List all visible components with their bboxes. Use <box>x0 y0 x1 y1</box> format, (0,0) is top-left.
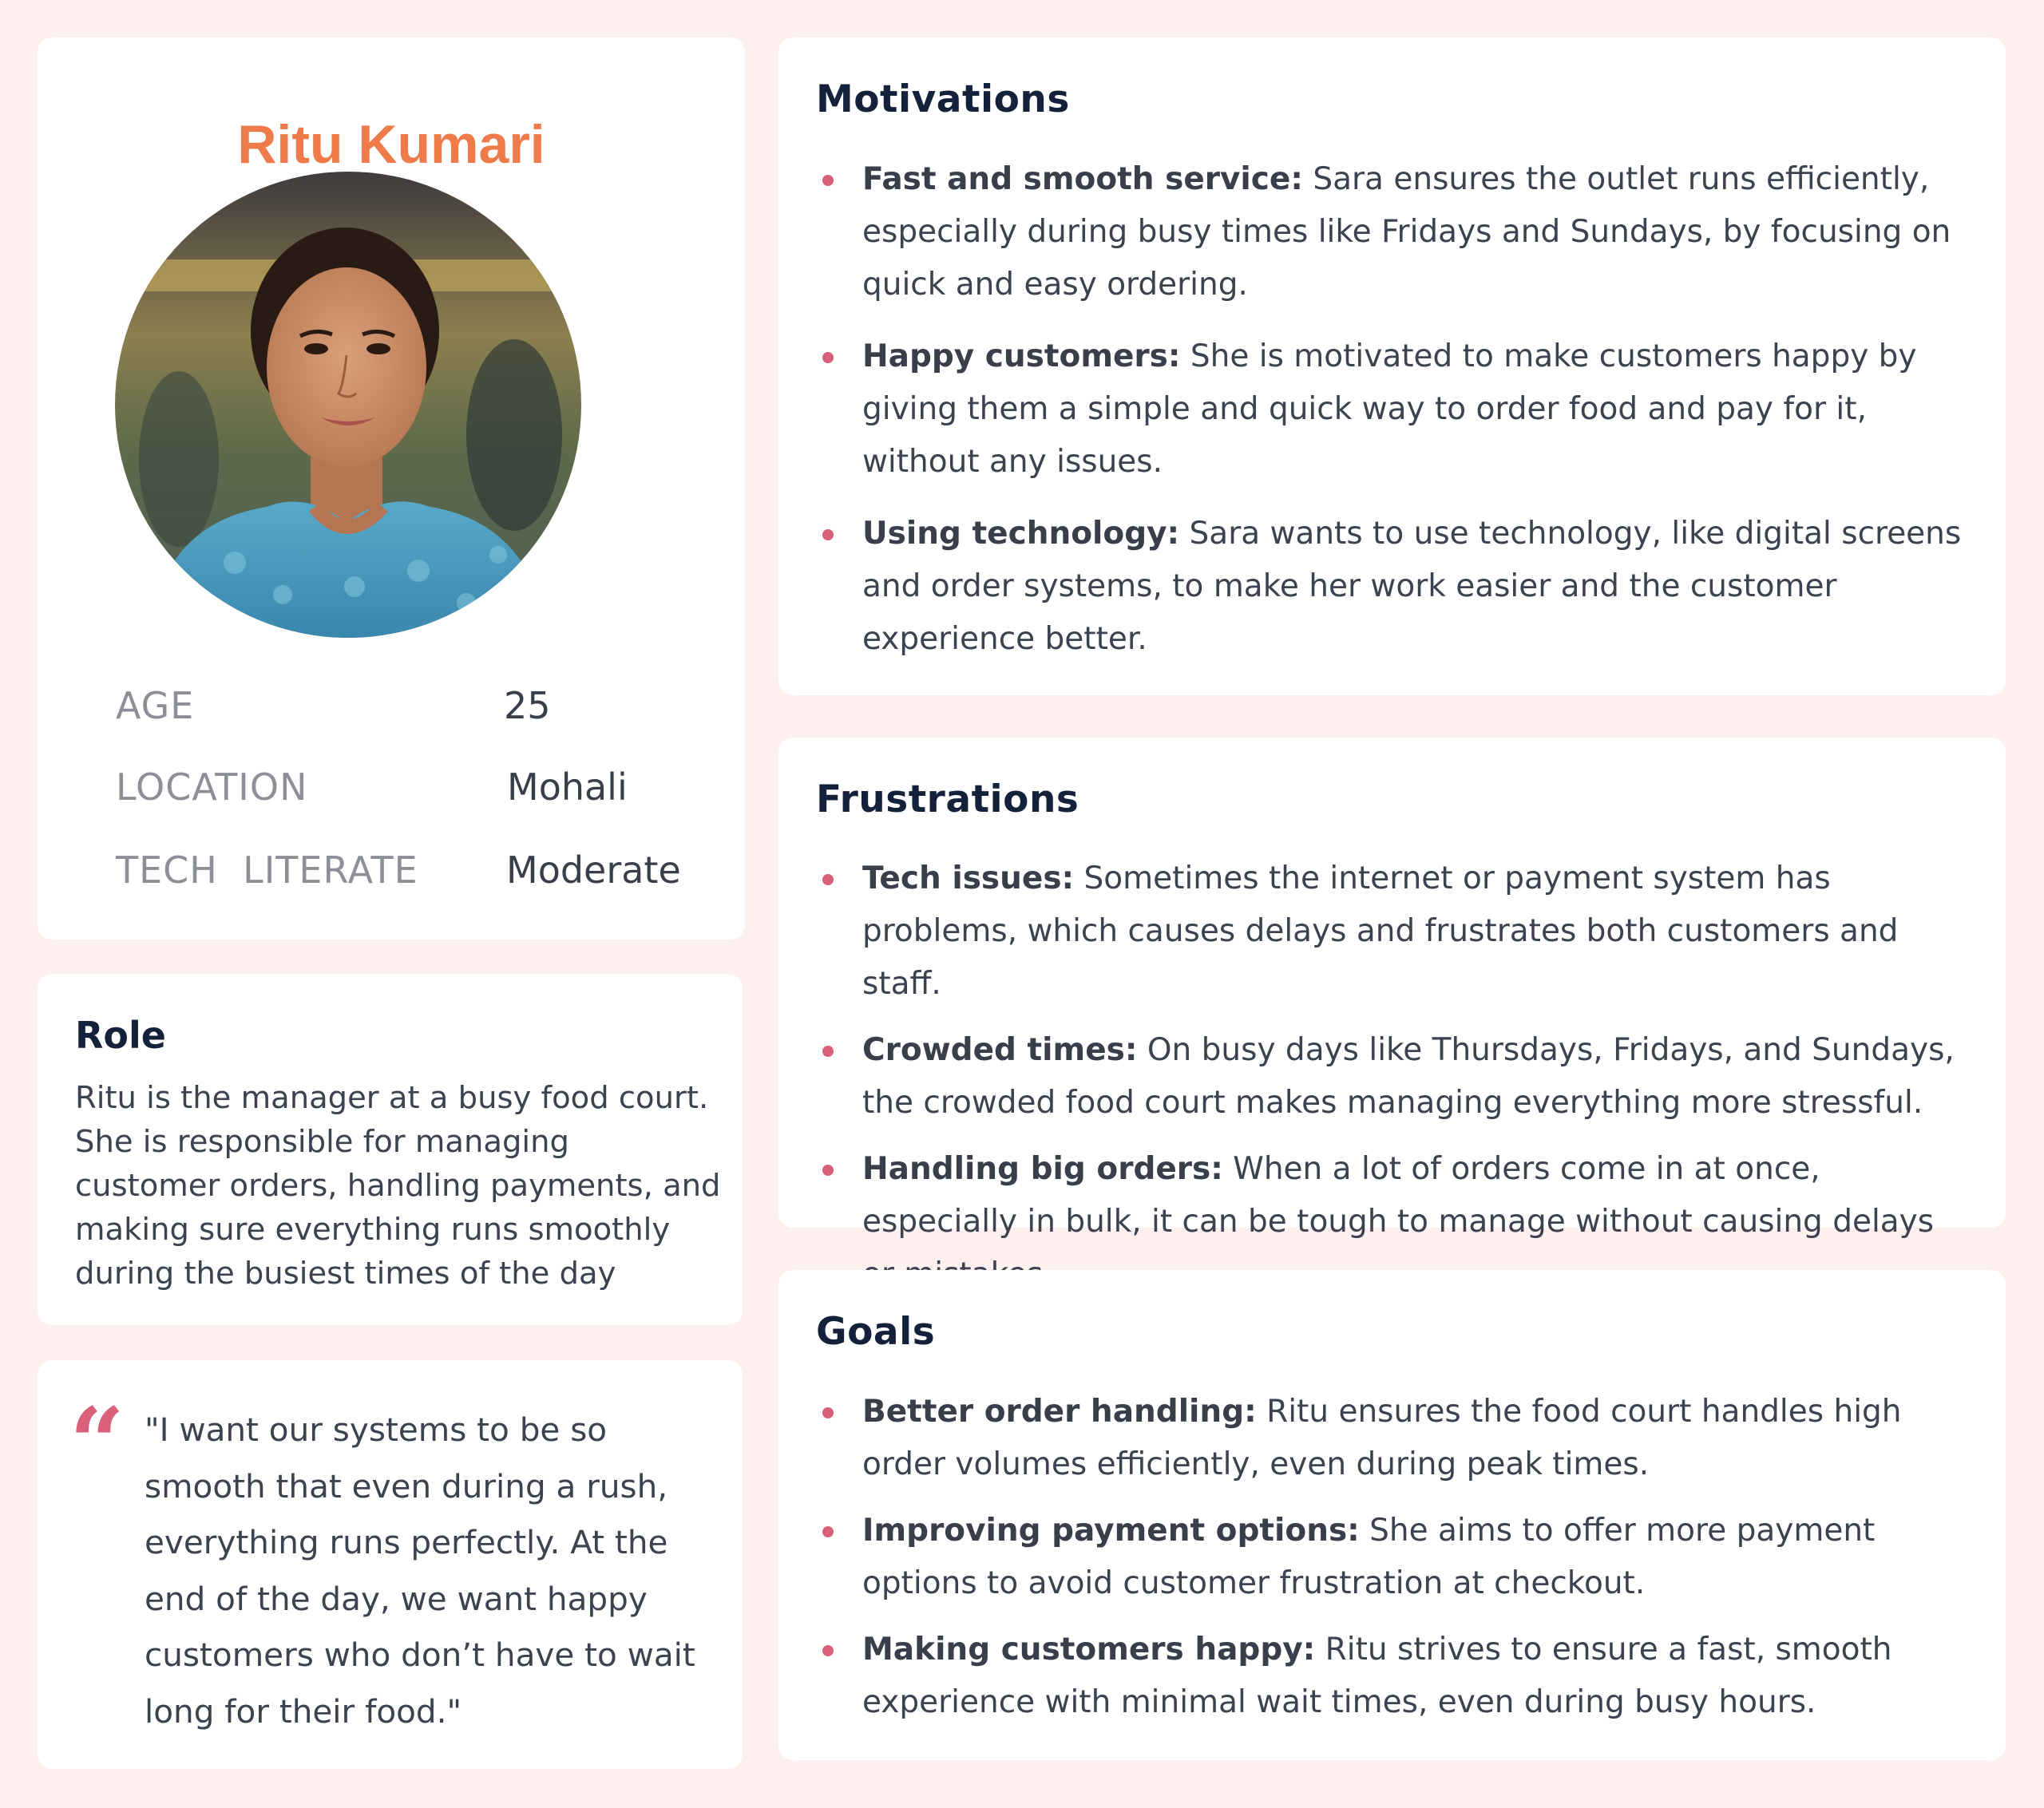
item-term: Improving payment options: <box>862 1513 1360 1549</box>
list-item <box>816 1505 1966 1610</box>
goals-card <box>778 1270 2006 1760</box>
bullet-icon <box>822 352 834 363</box>
frustrations-list <box>816 853 1966 1315</box>
profile-card <box>38 38 745 940</box>
item-text: Sara ensures the outlet runs efficiently, especially during busy times like Fridays and Sundays, by focusing on quick and easy ordering. <box>862 161 1951 303</box>
item-text: She is motivated to make customers happy by giving them a simple and quick way to order food and pay for it, without any issues. <box>862 338 1917 480</box>
fact-label: TECH LITERATE <box>116 849 418 892</box>
list-item <box>816 153 1966 311</box>
quote-card <box>38 1360 743 1769</box>
list-item <box>816 1024 1966 1130</box>
goals-title: Goals <box>816 1310 936 1354</box>
role-title: Role <box>75 1014 166 1057</box>
item-text: Ritu strives to ensure a fast, smooth experience with minimal wait times, even during busy hours. <box>862 1632 1892 1720</box>
item-term: Better order handling: <box>862 1394 1257 1430</box>
fact-value: 25 <box>504 684 551 727</box>
avatar-portrait-image <box>115 172 581 638</box>
list-item <box>816 330 1966 489</box>
fact-label: LOCATION <box>116 766 308 809</box>
item-text: On busy days like Thursdays, Fridays, and Sundays, the crowded food court makes managing everything more stressful. <box>862 1032 1955 1121</box>
frustrations-title: Frustrations <box>816 777 1079 821</box>
item-term: Handling big orders: <box>862 1151 1223 1187</box>
role-description: Ritu is the manager at a busy food court. She is responsible for managing customer orders, handling payments, and making sure everything runs smoothly during the busiest times of the day <box>75 1080 721 1292</box>
item-term: Fast and smooth service: <box>862 161 1303 197</box>
item-text: She aims to offer more payment options to avoid customer frustration at checkout. <box>862 1513 1876 1601</box>
bullet-icon <box>822 1165 834 1176</box>
bullet-icon <box>822 1645 834 1656</box>
item-text: Sometimes the internet or payment system has problems, which causes delays and frustrates both customers and staff. <box>862 860 1899 1002</box>
list-item <box>816 1624 1966 1729</box>
list-item <box>816 1386 1966 1491</box>
motivations-card <box>778 38 2006 695</box>
item-term: Happy customers: <box>862 338 1181 374</box>
bullet-icon <box>822 1526 834 1537</box>
avatar <box>115 172 581 638</box>
goals-list <box>816 1386 1966 1743</box>
item-text: When a lot of orders come in at once, especially in bulk, it can be tough to manage without causing delays <box>862 1151 1935 1240</box>
motivations-list <box>816 153 1966 685</box>
role-card <box>38 974 743 1325</box>
list-item <box>816 508 1966 666</box>
bullet-icon <box>822 1407 834 1418</box>
bullet-icon <box>822 529 834 540</box>
fact-value: Mohali <box>507 766 628 809</box>
item-text: Sara wants to use technology, like digital screens and order systems, to make her work easier and the customer experience better. <box>862 516 1962 657</box>
quote-text: "I want our systems to be so smooth that even during a rush, everything runs perfectly. At the end of the day, we want happy customers who don’t have to wait long for their food." <box>145 1410 695 1731</box>
item-text: Ritu ensures the food court handles high order volumes efficiently, even during peak times. <box>862 1394 1902 1482</box>
bullet-icon <box>822 175 834 186</box>
motivations-title: Motivations <box>816 77 1070 121</box>
frustrations-card <box>778 738 2006 1240</box>
quote-mark-icon: “ <box>69 1387 125 1499</box>
item-term: Using technology: <box>862 516 1180 552</box>
bullet-icon <box>822 874 834 885</box>
list-item <box>816 853 1966 1011</box>
persona-name: Ritu Kumari <box>237 114 545 175</box>
item-term: Tech issues: <box>862 860 1075 896</box>
fact-value: Moderate <box>506 849 681 892</box>
item-term: Making customers happy: <box>862 1632 1316 1668</box>
item-term: Crowded times: <box>862 1032 1138 1068</box>
fact-label: AGE <box>116 684 195 727</box>
bullet-icon <box>822 1046 834 1057</box>
